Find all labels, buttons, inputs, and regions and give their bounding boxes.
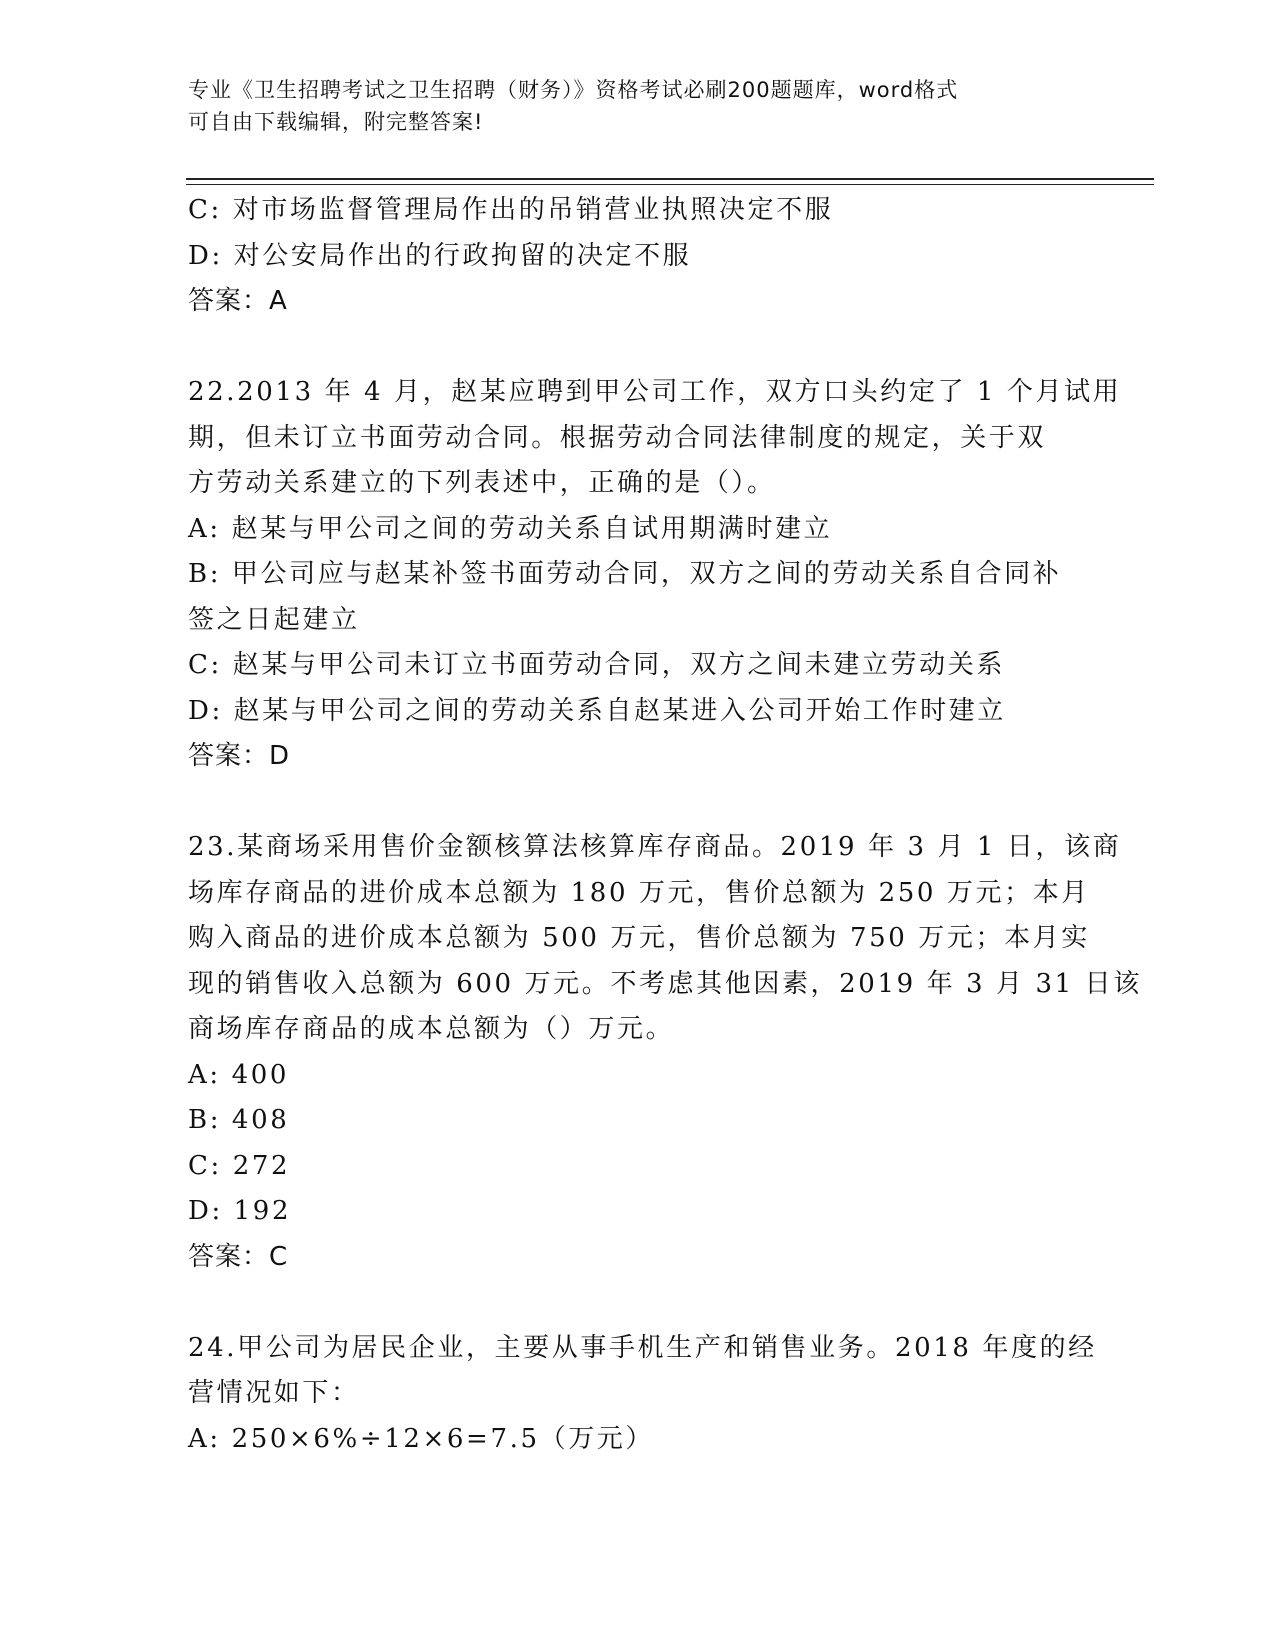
q22-answer: 答案：D	[188, 741, 291, 771]
q23-stem-line-5: 商场库存商品的成本总额为（）万元。	[188, 1014, 675, 1044]
q21-option-d: D: 对公安局作出的行政拘留的决定不服	[188, 240, 692, 271]
q23-answer: 答案：C	[188, 1241, 289, 1272]
q21-answer: 答案：A	[188, 286, 288, 316]
header-line-2: 可自由下载编辑，附完整答案!	[188, 110, 484, 134]
spacer	[188, 780, 1088, 826]
question-21	[188, 188, 1088, 325]
q23-option-c: C: 272	[188, 1150, 291, 1181]
q22-stem-line-3: 方劳动关系建立的下列表述中，正确的是（）。	[188, 468, 776, 498]
q22-option-c: C: 赵某与甲公司未订立书面劳动合同，双方之间未建立劳动关系	[188, 650, 1005, 680]
question-24	[188, 1326, 1097, 1463]
q23-stem-line-2: 场库存商品的进价成本总额为 180 万元，售价总额为 250 万元；本月	[188, 877, 1090, 908]
spacer	[188, 1280, 1088, 1326]
header-divider-thick	[186, 178, 1154, 180]
q23-stem-line-3: 购入商品的进价成本总额为 500 万元，售价总额为 750 万元；本月实	[188, 923, 1090, 953]
question-23	[188, 825, 1142, 1280]
q22-option-b-line-1: B: 甲公司应与赵某补签书面劳动合同，双方之间的劳动关系自合同补	[188, 559, 1062, 589]
spacer	[188, 325, 1088, 371]
page-header	[188, 74, 1088, 138]
q22-option-d: D: 赵某与甲公司之间的劳动关系自赵某进入公司开始工作时建立	[188, 695, 1006, 726]
q22-stem-line-2: 期，但未订立书面劳动合同。根据劳动合同法律制度的规定，关于双	[188, 422, 1047, 453]
q22-option-b-line-2: 签之日起建立	[188, 604, 360, 635]
question-content	[188, 188, 1142, 1462]
header-divider-thin	[186, 184, 1154, 185]
q23-option-d: D: 192	[188, 1196, 292, 1226]
q22-option-a: A: 赵某与甲公司之间的劳动关系自试用期满时建立	[188, 513, 833, 544]
q22-stem-line-1: 22.2013 年 4 月，赵某应聘到甲公司工作，双方口头约定了 1 个月试用	[188, 377, 1122, 407]
q24-stem-line-2: 营情况如下：	[188, 1378, 360, 1408]
q23-option-b: B: 408	[188, 1105, 290, 1135]
q23-stem-line-4: 现的销售收入总额为 600 万元。不考虑其他因素，2019 年 3 月 31 日该	[188, 968, 1142, 999]
q24-option-a: A: 250×6%÷12×6=7.5（万元）	[188, 1423, 654, 1454]
q23-option-a: A: 400	[188, 1059, 290, 1090]
question-22	[188, 370, 1122, 780]
q21-option-c: C: 对市场监督管理局作出的吊销营业执照决定不服	[188, 195, 834, 225]
q23-stem-line-1: 23.某商场采用售价金额核算法核算库存商品。2019 年 3 月 1 日，该商	[188, 832, 1122, 862]
q24-stem-line-1: 24.甲公司为居民企业，主要从事手机生产和销售业务。2018 年度的经	[188, 1332, 1097, 1363]
header-line-1: 专业《卫生招聘考试之卫生招聘（财务）》资格考试必刷200题题库，word格式	[188, 78, 959, 102]
